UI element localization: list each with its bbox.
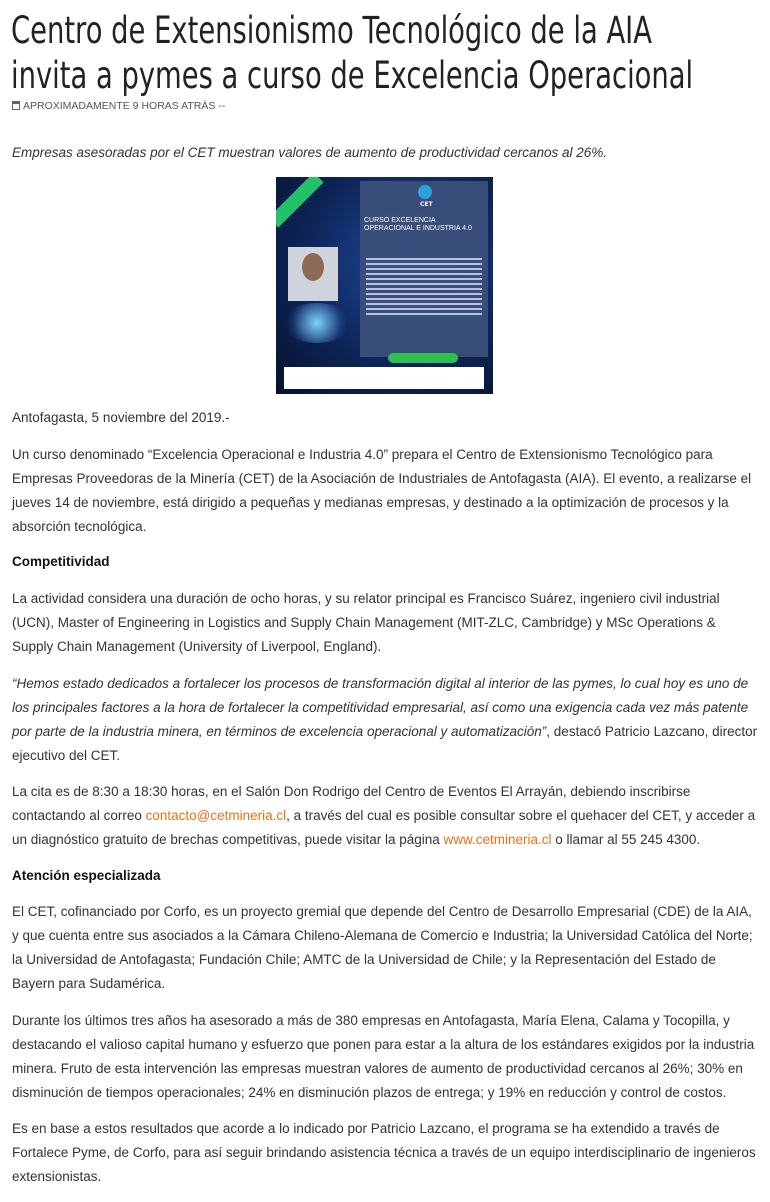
article-lead: Empresas asesoradas por el CET muestran valores de aumento de productividad cercanos al 26%. [12, 145, 608, 160]
paragraph-5: Durante los últimos tres años ha asesorado a más de 380 empresas en Antofagasta, María Elena, Calama y Tocopilla, y destacando el valioso capital humano y esfuerzo que ponen para estar a la altura de los estándares exigidos por la industria minera. Fruto de esta intervención las empresas muestran valores de aumento de productividad cercanos al 26%; 30% en disminución de tiempos operacionales; 24% en disminución plazos de entrega; y 19% en reducción y control de costos. [12, 1013, 755, 1100]
paragraph-3-start: La cita es de 8:30 a 18:30 horas, en el Salón Don Rodrigo del Centro de Eventos El Arrayán, debiendo inscribirse contactando al correo [12, 784, 691, 823]
email-link[interactable]: contacto@cetmineria.cl [145, 808, 287, 823]
poster-sponsor-logos [284, 367, 484, 389]
paragraph-4: El CET, cofinanciado por Corfo, es un proyecto gremial que depende del Centro de Desarrollo Empresarial (CDE) de la AIA, y que cuenta entre sus asociados a la Cámara Chileno-Alemana de Comercio e Industria; la Universidad Católica del Norte; la Universidad de Antofagasta; Fundación Chile; AMTC de la Universidad de Chile; y la Representación del Estado de Bayern para Sudamérica. [12, 904, 753, 991]
poster-title: CURSO EXCELENCIA OPERACIONAL E INDUSTRIA 4.0 [364, 217, 472, 232]
poster-register-button [388, 353, 458, 363]
article-title-line-1: Centro de Extensionismo Tecnológico de la AIA [11, 9, 652, 52]
quote-attribution: , destacó Patricio Lazcano, director ejecutivo del CET. [12, 724, 758, 763]
course-poster-image [276, 177, 493, 394]
quote-paragraph [12, 672, 760, 768]
speaker-face [302, 253, 324, 281]
article-title-line-2: invita a pymes a curso de Excelencia Operacional [11, 54, 694, 97]
heading-competitividad: Competitividad [12, 554, 110, 569]
paragraph-1: Un curso denominado “Excelencia Operacional e Industria 4.0” prepara el Centro de Extensionismo Tecnológico para Empresas Proveedoras de la Minería (CET) de la Asociación de Industriales de Antofagasta (AIA). El evento, a realizarse el jueves 14 de noviembre, está dirigido a pequeñas y medianas empresas, y destinado a la optimización de procesos y la absorción tecnológica. [12, 447, 752, 534]
paragraph-3-end: o llamar al 55 245 4300. [551, 832, 701, 847]
paragraph-2: La actividad considera una duración de ocho horas, y su relator principal es Francisco Suárez, ingeniero civil industrial (UCN), Master of Engineering in Logistics and Supply Chain Management (MIT-ZLC, Cambridge) y MSc Operations & Supply Chain Management (University of Liverpool, England). [12, 591, 720, 654]
poster-brain-graphic [282, 303, 352, 343]
poster-logo-text: CET [420, 201, 433, 208]
poster-ribbon [276, 177, 324, 228]
timestamp: APROXIMADAMENTE 9 HORAS ATRÁS -- [23, 100, 226, 112]
cet-logo-icon [418, 185, 432, 199]
dateline: Antofagasta, 5 noviembre del 2019.- [12, 410, 230, 425]
quote-text: “Hemos estado dedicados a fortalecer los procesos de transformación digital al interior de las pymes, lo cual hoy es uno de los principales factores a la hora de fortalecer la competitividad empresarial, así como una exigencia cada vez más patente por parte de la industria minera, en términos de excelencia operacional y automatización” [12, 676, 749, 739]
paragraph-3 [12, 780, 760, 852]
poster-text-lines [366, 255, 482, 318]
calendar-icon [12, 101, 20, 110]
website-link[interactable]: www.cetmineria.cl [443, 832, 552, 847]
heading-atencion-especializada: Atención especializada [12, 868, 161, 883]
article-title [11, 8, 694, 98]
paragraph-3-middle: , a través del cual es posible consultar sobre el quehacer del CET, y acceder a un diagnóstico gratuito de brechas competitivas, puede visitar la página [12, 808, 756, 847]
article-meta [12, 99, 225, 113]
paragraph-6: Es en base a estos resultados que acorde a lo indicado por Patricio Lazcano, el programa se ha extendido a través de Fortalece Pyme, de Corfo, para así seguir brindando asistencia técnica a través de un equipo interdisciplinario de ingenieros extensionistas. [12, 1121, 756, 1184]
